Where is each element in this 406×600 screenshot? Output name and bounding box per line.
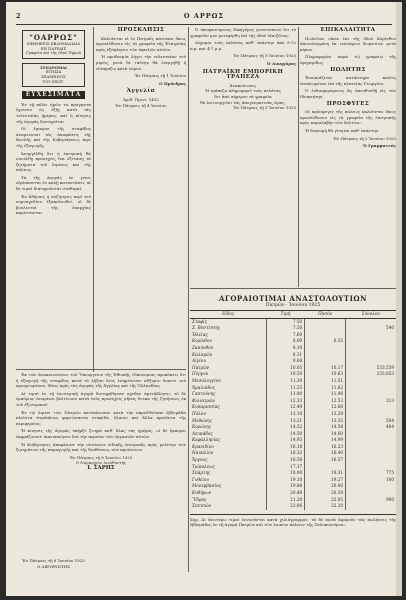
column-header: Εἶδος (190, 311, 266, 319)
table-row (190, 477, 396, 484)
value-cell: 900 (346, 497, 396, 504)
masthead-line: Γραφεία ἐπί τῆς ὁδοῦ Ἑρμοῦ (25, 50, 82, 56)
value-cell: 16.18 (266, 444, 304, 451)
article-paragraph: Ἡ Κυβέρνησις ἀπεφάσισε τὴν σύστασιν εἰδικῆς ἐπιτροπῆς πρὸς μελέτην τῶν ζητημάτων τῆς παραγωγῆς καὶ τῆς διαθέσεως τῶν προϊόντων. (16, 441, 186, 453)
value-cell: 21.20 (266, 497, 304, 504)
value-cell: 14.58 (305, 424, 346, 431)
value-cell: 404 (346, 424, 396, 431)
table-row (190, 371, 396, 378)
place-cell: Μεθώνης (192, 417, 212, 423)
notice-line: θὰ λειτουργῶσι τὰς ἀπογευματινὰς ὥρας. (200, 99, 286, 105)
value-cell: 14.99 (305, 437, 346, 444)
article-paragraph: Ἐκ τῶν ἀνακοινώσεων τοῦ Ὑπουργείου τῆς Ἐθνικῆς Οἰκονομίας προκύπτει ὅτι ἡ ἐξαγωγὴ τῆς σταφίδος κατὰ τὸ λῆξαν ἔτος ἐσημείωσεν αὔξησιν ἔναντι τοῦ προηγουμένου, ἰδίως πρὸς τὰς ἀγορὰς τῆς Ἀγγλίας καὶ τῆς Ὀλλανδίας. (16, 372, 186, 389)
value-cell (346, 404, 396, 411)
value-cell (346, 345, 396, 352)
value-cell: 20.00 (305, 483, 346, 490)
subscription-head: ΣΥΝΔΡΟΜΑΙ (40, 64, 67, 70)
article-paragraph: Ἡ κίνησις τῆς ἀγορᾶς ὑπῆρξε ζωηρὰ καθ' ὅλας τὰς ἡμέρας, οἱ δὲ ἔμποροι ἐκφράζουσιν ἱκανοποίησιν διὰ τὴν πορείαν τῶν ἐργασιῶν αὐτῶν. (16, 428, 186, 439)
value-cell (305, 352, 346, 359)
value-cell: 16.50 (266, 457, 304, 464)
value-cell: 22.05 (305, 497, 346, 504)
article-date: Ἐν Πάτραις τῇ 1 Ἰουνίου (134, 73, 186, 79)
value-cell: 16.57 (305, 457, 346, 464)
value-cell (346, 411, 396, 418)
value-cell: 6.55 (305, 338, 346, 345)
value-cell: 20.40 (266, 490, 304, 497)
table-row (190, 431, 396, 438)
value-cell (346, 338, 396, 345)
value-cell: 12.53 (305, 398, 346, 405)
table-row (190, 325, 396, 332)
value-cell: 100 (346, 477, 396, 484)
value-cell: 12.68 (305, 404, 346, 411)
place-cell: Τρίπολεως (192, 463, 215, 469)
masthead-box (22, 30, 85, 59)
value-cell (346, 444, 396, 451)
value-cell (346, 437, 396, 444)
value-cell: 13.10 (266, 411, 304, 418)
notice-line: Ἐν Πάτραις τῇ 4 Ἰουνίου (115, 102, 167, 108)
value-cell (346, 332, 396, 339)
place-cell: Μονεμβασίας (192, 483, 222, 489)
value-cell: 14.93 (266, 437, 304, 444)
value-cell: 14.50 (266, 431, 304, 438)
value-cell: 16.32 (266, 450, 304, 457)
table-row (190, 437, 396, 444)
article-paragraph: Ἐν τῷ λιμένι τῶν Πατρῶν κατέπλευσαν κατὰ τὴν παρελθοῦσαν ἑβδομάδα πλεῖστα ἀτμόπλοια φορτώσαντα σταφίδα, ἔλαιον καὶ ἄλλα προϊόντα τῆς περιφερείας. (16, 409, 186, 426)
value-cell: 14.60 (305, 431, 346, 438)
newspaper-page (6, 2, 402, 596)
quotations-title: ΑΓΟΡΑΙΟΤΙΜΑΙ ΑΝΑΣΤΟΛΟΥΤΙΩΝ (218, 294, 368, 303)
value-cell: 13.31 (266, 418, 304, 425)
article-paragraph: Δέχομαι τοὺς πελάτας καθ' ἑκάστην ἀπὸ 9-12 π.μ. καὶ 4-7 μ.μ. (190, 40, 296, 51)
article-paragraph: Οἱ ἔμποροι τῆς σταφίδος ἀναμένουσι τὰς ἀποφάσεις τῆς Βουλῆς καὶ τῆς Κυβερνήσεως περὶ τῆς ἐξαγωγῆς. (16, 126, 91, 148)
place-cell: Κορώνης (192, 424, 211, 430)
place-cell: Πύλου (192, 410, 206, 416)
table-row (190, 424, 396, 431)
place-cell: Φιλιατρῶν (192, 397, 215, 403)
masthead-title: "ΟΑΡΡΩΣ" (29, 33, 78, 42)
place-cell: Αἰγίου (192, 358, 206, 364)
table-header-row (190, 311, 396, 319)
place-cell: Γαστούνης (192, 391, 216, 397)
place-cell: Κυθήρων (192, 490, 212, 496)
place-cell: Ἡλείας (192, 331, 208, 337)
value-cell (305, 464, 346, 471)
place-cell: Κυπαρισσίας (192, 404, 220, 410)
place-cell: Κεφαλληνίας (192, 437, 221, 443)
section-heading: ΠΡΟΣΦΥΓΕΣ (326, 100, 370, 107)
value-cell (346, 385, 396, 392)
article-paragraph: Ἐν τῇ πόλει ἡμῶν τὰ πράγματα ἔχουσιν ὡς ἑξῆς κατὰ τὰς τελευταίας ἡμέρας, καὶ ἡ κίνησις τῆς ἀγορᾶς διατηρεῖται. (16, 101, 91, 124)
table-row (190, 391, 396, 398)
value-cell: 8.00 (266, 338, 304, 345)
value-cell: 11.55 (266, 385, 304, 392)
place-cell: Σταφὶς (192, 318, 208, 324)
article-paragraph: Πωλεῖται οἰκία ἐπὶ τῆς ὁδοῦ Κορίνθου ἀποτελουμένη ἐκ τεσσάρων δωματίων μετὰ κήπου. (300, 35, 396, 52)
value-cell: 19.10 (266, 477, 304, 484)
table-row (190, 332, 396, 339)
value-cell: 20.58 (305, 490, 346, 497)
value-cell: 12.33 (266, 398, 304, 405)
value-cell: 11.80 (266, 391, 304, 398)
running-head: Ο ΑΡΡΩΣ (183, 12, 225, 20)
value-cell (346, 490, 396, 497)
value-cell: 9.68 (266, 358, 304, 365)
place-cell: Κρανιδίου (192, 443, 214, 449)
table-row (190, 318, 396, 325)
footer-date: Ἐν Πάτραις τῇ 6 Ἰουνίου 1925 (22, 558, 85, 563)
page-header (16, 12, 392, 24)
value-cell (346, 378, 396, 385)
value-cell: 13.29 (305, 411, 346, 418)
article-paragraph: Ἐνοικιάζεται κατάστημα καλῶς ἐπιπλωμένον ἐπὶ τῆς πλατείας Γεωργίου. (300, 75, 396, 86)
table-row (190, 483, 396, 490)
value-cell: 18.00 (266, 470, 304, 477)
quotations-table (190, 310, 396, 510)
value-cell: 19.27 (305, 477, 346, 484)
value-cell: 22.20 (305, 503, 346, 510)
section-rule (190, 288, 396, 289)
table-row (190, 411, 396, 418)
value-cell (305, 358, 346, 365)
place-cell: Ναυπλίου (192, 450, 214, 456)
article-paragraph: Ἐν Ἀθήναις ἡ συζήτησις περὶ τοῦ νομοσχεδίου ἐξακολουθεῖ, οἱ δὲ βουλευταὶ τῆς ἐπαρχίας παρίστανται. (16, 193, 91, 216)
value-cell: 19.88 (266, 483, 304, 490)
notice-line: ὅτι ἀπὸ σήμερον τὰ γραφεῖα (214, 93, 272, 99)
place-cell: Ἀμαλιάδος (192, 384, 216, 390)
value-cell: 11.96 (305, 391, 346, 398)
value-cell (346, 503, 396, 510)
value-cell (346, 450, 396, 457)
value-cell: 540 (346, 325, 396, 332)
table-row (190, 358, 396, 365)
place-cell: Πύργου (192, 371, 209, 377)
value-cell (346, 464, 396, 471)
article-paragraph: Ἡ προθεσμία λήγει τὴν τελευταίαν τοῦ μηνὸς, μετὰ δὲ ταύτην θὰ ἐνεργηθῇ ἡ εἴσπραξις κατὰ νόμον. (96, 54, 186, 71)
place-cell: Σπάρτης (192, 470, 211, 476)
column-1-footer (16, 558, 91, 569)
notice-line: Ἀριθ. Πρωτ. 1432 (123, 96, 159, 102)
value-cell: 17.17 (266, 464, 304, 471)
page-number: 2 (16, 12, 21, 20)
place-cell: Λευκάδος (192, 430, 213, 436)
value-cell: 8.31 (266, 352, 304, 359)
signature: Ὁ Δικηγόρος (266, 60, 296, 66)
section-banner: ΕΥΧΕΣΙΜΑΤΑ (22, 91, 85, 99)
column-rule (298, 27, 299, 287)
quotations-note: Σημ. Αἱ ἀνωτέρω τιμαὶ ἐννοοῦνται κατὰ χιλιόγραμμον, τὰ δὲ ποσὰ ἀφοροῦν τὰς πωλήσεις τῆς ἑβδομάδος ἐν τῇ ἀγορᾷ Πατρῶν καὶ τῶν λοιπῶν πόλεων τῆς Πελοποννήσου. (190, 514, 396, 528)
section-heading: ΠΩΛΗΤΗΣ (330, 66, 366, 73)
lower-article (16, 372, 186, 472)
article-paragraph: Ὁ ἐνδιαφερόμενος ἂς ἀπευθυνθῇ εἰς τὸν ἰδιοκτήτην. (300, 88, 396, 99)
value-cell: 10.63 (305, 371, 346, 378)
value-cell (346, 318, 396, 325)
subscription-line: ΤΟΥ ΕΞΩΤ. (42, 78, 65, 84)
value-cell: 8.10 (266, 345, 304, 352)
value-cell (346, 483, 396, 490)
column-header: Σύνολον (346, 311, 396, 319)
value-cell (305, 332, 346, 339)
signature: Ο Πρόεδρος (159, 80, 186, 86)
value-cell: 18.31 (305, 470, 346, 477)
column-header: Ποσὸν (305, 311, 346, 319)
header-rule (16, 24, 392, 25)
place-cell: Ζακύνθου (192, 344, 214, 350)
table-row (190, 490, 396, 497)
table-body (190, 318, 396, 510)
notice-heading: ΠΑΤΡΑΪΚΗ ΕΜΠΟΡΙΚΗ ΤΡΑΠΕΖΑ (202, 68, 284, 81)
table-row (190, 345, 396, 352)
subscription-box (22, 63, 85, 87)
value-cell: 14.52 (266, 424, 304, 431)
value-cell: 233.853 (346, 371, 396, 378)
masthead-line: ΕΦΗΜΕΡΙΣ ΕΒΔΟΜΑΔΙΑΙΑ (26, 41, 81, 46)
place-cell: Μεσολογγίου (192, 377, 221, 383)
column-2 (96, 27, 186, 275)
subscription-line: ΕΞΑΜΗΝΟΣ (41, 73, 66, 79)
value-cell (305, 325, 346, 332)
value-cell: 533.539 (346, 365, 396, 372)
article-paragraph: Ἡ διανομὴ θὰ γίνηται καθ' ἑκάστην. (305, 127, 380, 133)
table-row (190, 385, 396, 392)
article-date: Ἐν Πάτραις τῇ 5 Ἰουνίου 1925 (233, 53, 296, 59)
value-cell (346, 352, 396, 359)
value-cell: 7.50 (266, 318, 304, 325)
table-row (190, 450, 396, 457)
value-cell: 10.05 (266, 365, 304, 372)
column-1 (16, 27, 91, 557)
value-cell: 22.06 (266, 503, 304, 510)
table-row (190, 398, 396, 405)
value-cell: 775 (346, 470, 396, 477)
value-cell: 16.23 (305, 444, 346, 451)
column-3 (190, 27, 296, 275)
table-row (190, 378, 396, 385)
signature-title: Ο Νομαρχών Διευθυντής (75, 460, 127, 466)
place-cell: Ὕδρας (192, 496, 207, 502)
value-cell: 7.50 (266, 325, 304, 332)
column-header: Τιμὴ (266, 311, 304, 319)
article-paragraph: Αἱ τιμαὶ ἐν τῇ ἐσωτερικῇ ἀγορᾷ διετηρήθησαν σχεδὸν ἀμετάβλητοι, τὸ δὲ ἐμπόριον ἀναμένει βελτίωσιν κατὰ τοὺς προσεχεῖς μῆνας ἕνεκα τῆς ζητήσεως ἐκ τοῦ ἐξωτερικοῦ. (16, 390, 186, 407)
value-cell (346, 358, 396, 365)
place-cell: Πατρῶν (192, 364, 210, 370)
column-rule (93, 27, 94, 372)
value-cell (305, 318, 346, 325)
signature-name: Ι. ΣΑΡΗΣ (87, 464, 115, 471)
place-cell: Καλαμῶν (192, 351, 213, 357)
article-date: Ἐν Πάτραις τῇ 2 Ἰουνίου 1925 (333, 135, 396, 141)
table-row (190, 338, 396, 345)
table-row (190, 444, 396, 451)
notice-line: Ἡ τράπεζα πληροφορεῖ τοὺς πελάτας (205, 88, 281, 94)
place-cell: Γυθείου (192, 476, 209, 482)
column-rule (188, 27, 189, 572)
article-date: Ἐν Πάτραις τῇ 3 Ἰουνίου 1925 (233, 105, 296, 111)
subscription-line: ΕΤΗΣΙΑ (45, 69, 62, 75)
table-row (190, 464, 396, 471)
value-cell: 13.35 (305, 418, 346, 425)
signature: Ὁ Γραμματεύς (363, 143, 396, 149)
value-cell: 12.49 (266, 404, 304, 411)
table-row (190, 457, 396, 464)
footer-signature: Ο ΔΙΕΥΘΥΝΤΗΣ (37, 563, 70, 569)
value-cell (305, 345, 346, 352)
value-cell: 11.30 (266, 378, 304, 385)
section-heading: ΕΠΙΚΑΛΑΙΤΗΤΑ (320, 27, 376, 33)
value-cell: 10.17 (305, 365, 346, 372)
value-cell (346, 457, 396, 464)
value-cell (346, 431, 396, 438)
value-cell: 7.60 (266, 332, 304, 339)
value-cell: 11.62 (305, 385, 346, 392)
article-paragraph: Καλοῦνται οἱ ἐν Πατραῖς κάτοικοι ὅπως προσέλθωσιν εἰς τὰ γραφεῖα τῆς Ἑταιρείας πρὸς ἐξόφλησιν τῶν ὀφειλῶν αὐτῶν. (96, 35, 186, 52)
section-heading: ΠΡΟΣΚΛΗΣΙΣ (117, 27, 165, 33)
value-cell: 10.50 (266, 371, 304, 378)
value-cell: 213 (346, 398, 396, 405)
table-row (190, 404, 396, 411)
notice-heading: Ἀγγελία (126, 88, 156, 95)
article-paragraph: Οἱ πρόσφυγες τῆς πόλεως καλοῦνται ὅπως προσέλθωσιν εἰς τὰ γραφεῖα τῆς ἐπιτροπῆς πρὸς παραλαβὴν τῶν δελτίων. (300, 109, 396, 126)
quotations-section (190, 292, 396, 528)
place-cell: Σπετσῶν (192, 503, 212, 509)
masthead-line: ΕΝ ΠΑΤΡΑΙΣ (40, 45, 67, 51)
quotations-subtitle: Πατρῶν · Ἰουνίου 1925 (265, 303, 321, 308)
article-paragraph: Ἀνηγγέλθη ὅτι ἡ ἐπιτροπὴ θὰ συνέλθῃ προσεχῶς ἵνα ἐξετάσῃ τὰ ζητήματα τοῦ λιμένος καὶ τῆς πόλεως. (16, 150, 91, 173)
article-paragraph: Τὰ τῆς ἀγορᾶς ἐν γένει εὑρίσκονται ἐν καλῇ καταστάσει, αἱ δὲ τιμαὶ διατηροῦνται σταθεραί. (16, 174, 91, 192)
article-paragraph: Πληροφορίαι παρὰ τῷ γραφείῳ τῆς ἐφημερίδος. (300, 54, 396, 65)
column-4 (300, 27, 396, 319)
table-row (190, 470, 396, 477)
table-row (190, 418, 396, 425)
article-date: Ἐν Πάτραις τῇ 6 Ἰουνίου 1925 (69, 454, 133, 460)
place-cell: Κορίνθου (192, 338, 212, 344)
value-cell (346, 391, 396, 398)
table-row (190, 365, 396, 372)
value-cell: 504 (346, 418, 396, 425)
article-paragraph: Ὁ ὑποφαινόμενος δικηγόρος γνωστοποιῶ ὅτι τὸ γραφεῖόν μου μετεφέρθη ἐπὶ τῆς ὁδοῦ Μαιζῶνος. (190, 27, 296, 38)
place-cell: Ἄργους (192, 457, 208, 463)
place-cell: Σ. Βοστίτσης (192, 325, 221, 331)
table-row (190, 352, 396, 359)
page-edge (396, 2, 402, 596)
table-row (190, 497, 396, 504)
notice-line: Ἀνακοίνωσις (229, 82, 257, 88)
section-rule (16, 369, 186, 370)
value-cell: 16.40 (305, 450, 346, 457)
value-cell: 11.51 (305, 378, 346, 385)
table-row (190, 503, 396, 510)
